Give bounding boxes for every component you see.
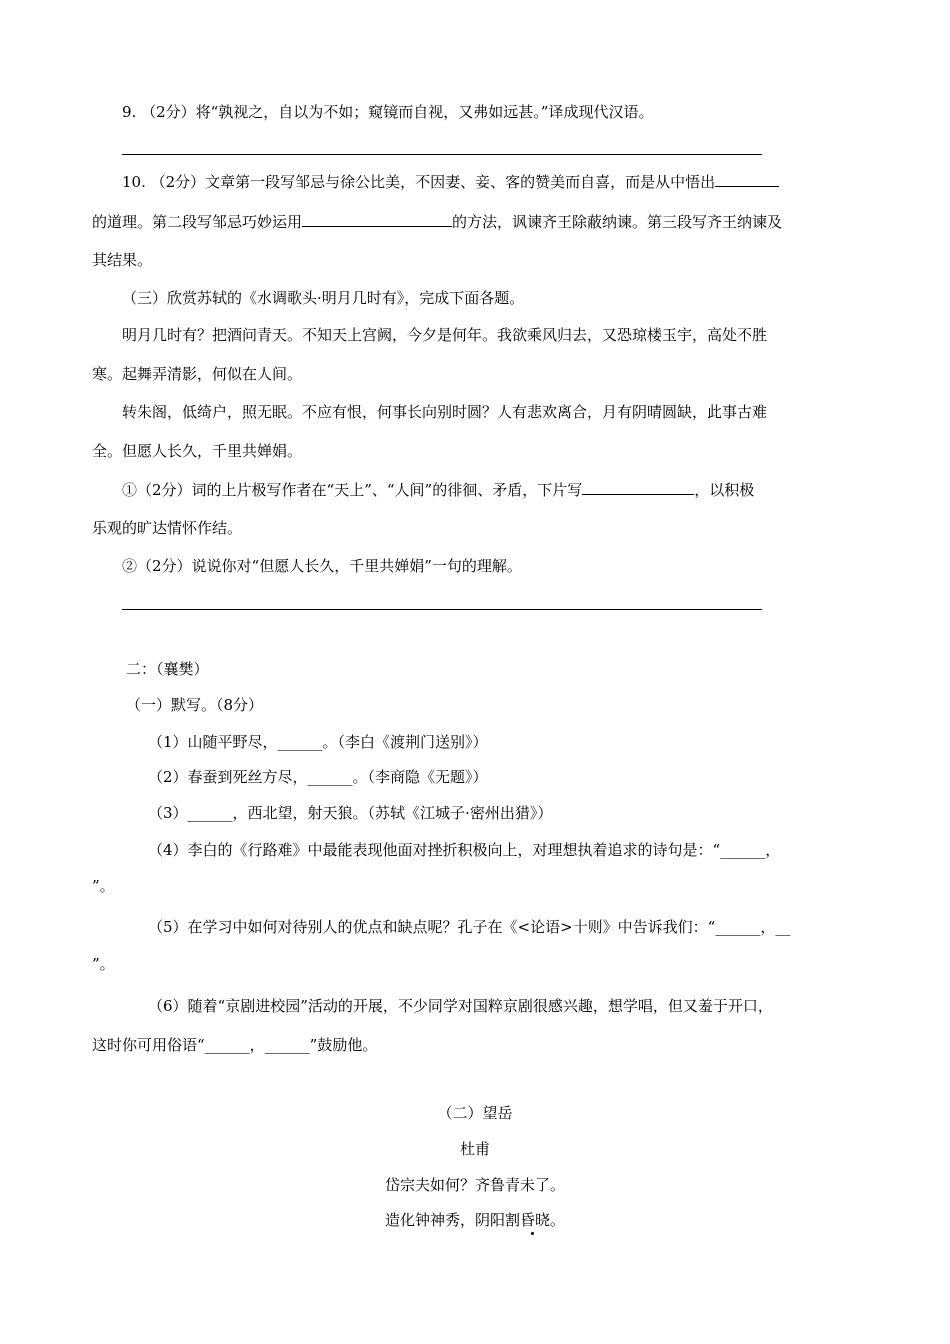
answer-line-q9[interactable] bbox=[122, 154, 762, 155]
blank-q10-1[interactable] bbox=[715, 171, 779, 187]
poem-line-4: 全。但愿人长久，千里共婵娟。 bbox=[92, 442, 303, 460]
question-10-line2 bbox=[92, 211, 782, 232]
question-10-line1 bbox=[122, 171, 779, 192]
part-2-heading: 二：（襄樊） bbox=[126, 660, 209, 678]
poem-verse-2: 造化钟神秀，阴阳割昏晓。 bbox=[384, 1211, 565, 1229]
question-10-text-3: 的方法，讽谏齐王除蔽纳谏。第三段写齐王纳谏及 bbox=[452, 213, 783, 231]
emphasis-dot bbox=[531, 1232, 534, 1235]
poem-line-1: 明月几时有？把酒问青天。不知天上宫阙，今夕是何年。我欲乘风归去，又恐琼楼玉宇，高处不胜 bbox=[122, 326, 768, 344]
section-3-title: （三）欣赏苏轼的《水调歌头·明月几时有》，完成下面各题。 bbox=[122, 289, 525, 307]
dictation-item-6-line1: （6）随着“京剧进校园”活动的开展，不少同学对国粹京剧很感兴趣，想学唱，但又羞于开口， bbox=[148, 997, 773, 1015]
dictation-item-5-line2: ”。 bbox=[92, 955, 115, 973]
question-9: 9. （2分）将“孰视之，自以为不如；窥镜而自视，又弗如远甚。”译成现代汉语。 bbox=[122, 103, 654, 121]
section-3-q1-line1 bbox=[122, 479, 754, 500]
blank-section-3-q1[interactable] bbox=[582, 479, 694, 495]
poem-line-2: 寒。起舞弄清影，何似在人间。 bbox=[92, 365, 303, 383]
section-3-q1-line2: 乐观的旷达情怀作结。 bbox=[92, 519, 243, 537]
dictation-item-6-line2: 这时你可用俗语“______，______”鼓励他。 bbox=[92, 1036, 378, 1054]
dictation-item-4-line1: （4）李白的《行路难》中最能表现他面对挫折积极向上，对理想执着追求的诗句是：“______， bbox=[148, 841, 781, 859]
dictation-item-1: （1）山随平野尽，______。（李白《渡荆门送别》） bbox=[148, 733, 488, 751]
poem-verse-1: 岱宗夫如何？齐鲁青未了。 bbox=[384, 1176, 565, 1194]
question-10-text-2: 的道理。第二段写邹忌巧妙运用 bbox=[92, 213, 303, 231]
blank-q10-2[interactable] bbox=[302, 211, 452, 227]
poem-line-3: 转朱阁，低绮户，照无眠。不应有恨，何事长向别时圆？人有悲欢离合，月有阴晴圆缺，此事古难 bbox=[122, 403, 768, 421]
part-2-sub-1: （一）默写。（8分） bbox=[126, 696, 264, 714]
question-10-line3: 其结果。 bbox=[92, 251, 153, 269]
dictation-item-3: （3）______，西北望，射天狼。（苏轼《江城子·密州出猎》） bbox=[148, 804, 553, 822]
poem-title: （二）望岳 bbox=[437, 1104, 513, 1122]
dictation-item-5-line1: （5）在学习中如何对待别人的优点和缺点呢？孔子在《<论语>十则》中告诉我们：“______，__ bbox=[148, 918, 791, 936]
dictation-item-2: （2）春蚕到死丝方尽，______。（李商隐《无题》） bbox=[148, 768, 488, 786]
answer-line-section-3-q2[interactable] bbox=[122, 609, 762, 610]
question-10-text-1: 10. （2分）文章第一段写邹忌与徐公比美，不因妻、妾、客的赞美而自喜，而是从中悟出 bbox=[122, 173, 716, 191]
section-3-q1-text-b: ，以积极 bbox=[694, 481, 755, 499]
section-3-q2: ②（2分）说说你对“但愿人长久，千里共婵娟”一句的理解。 bbox=[122, 557, 522, 575]
section-3-q1-text-a: ①（2分）词的上片极写作者在“天上”、“人间”的徘徊、矛盾，下片写 bbox=[122, 481, 583, 499]
poem-author: 杜甫 bbox=[459, 1140, 490, 1158]
dictation-item-4-line2: ”。 bbox=[92, 877, 115, 895]
